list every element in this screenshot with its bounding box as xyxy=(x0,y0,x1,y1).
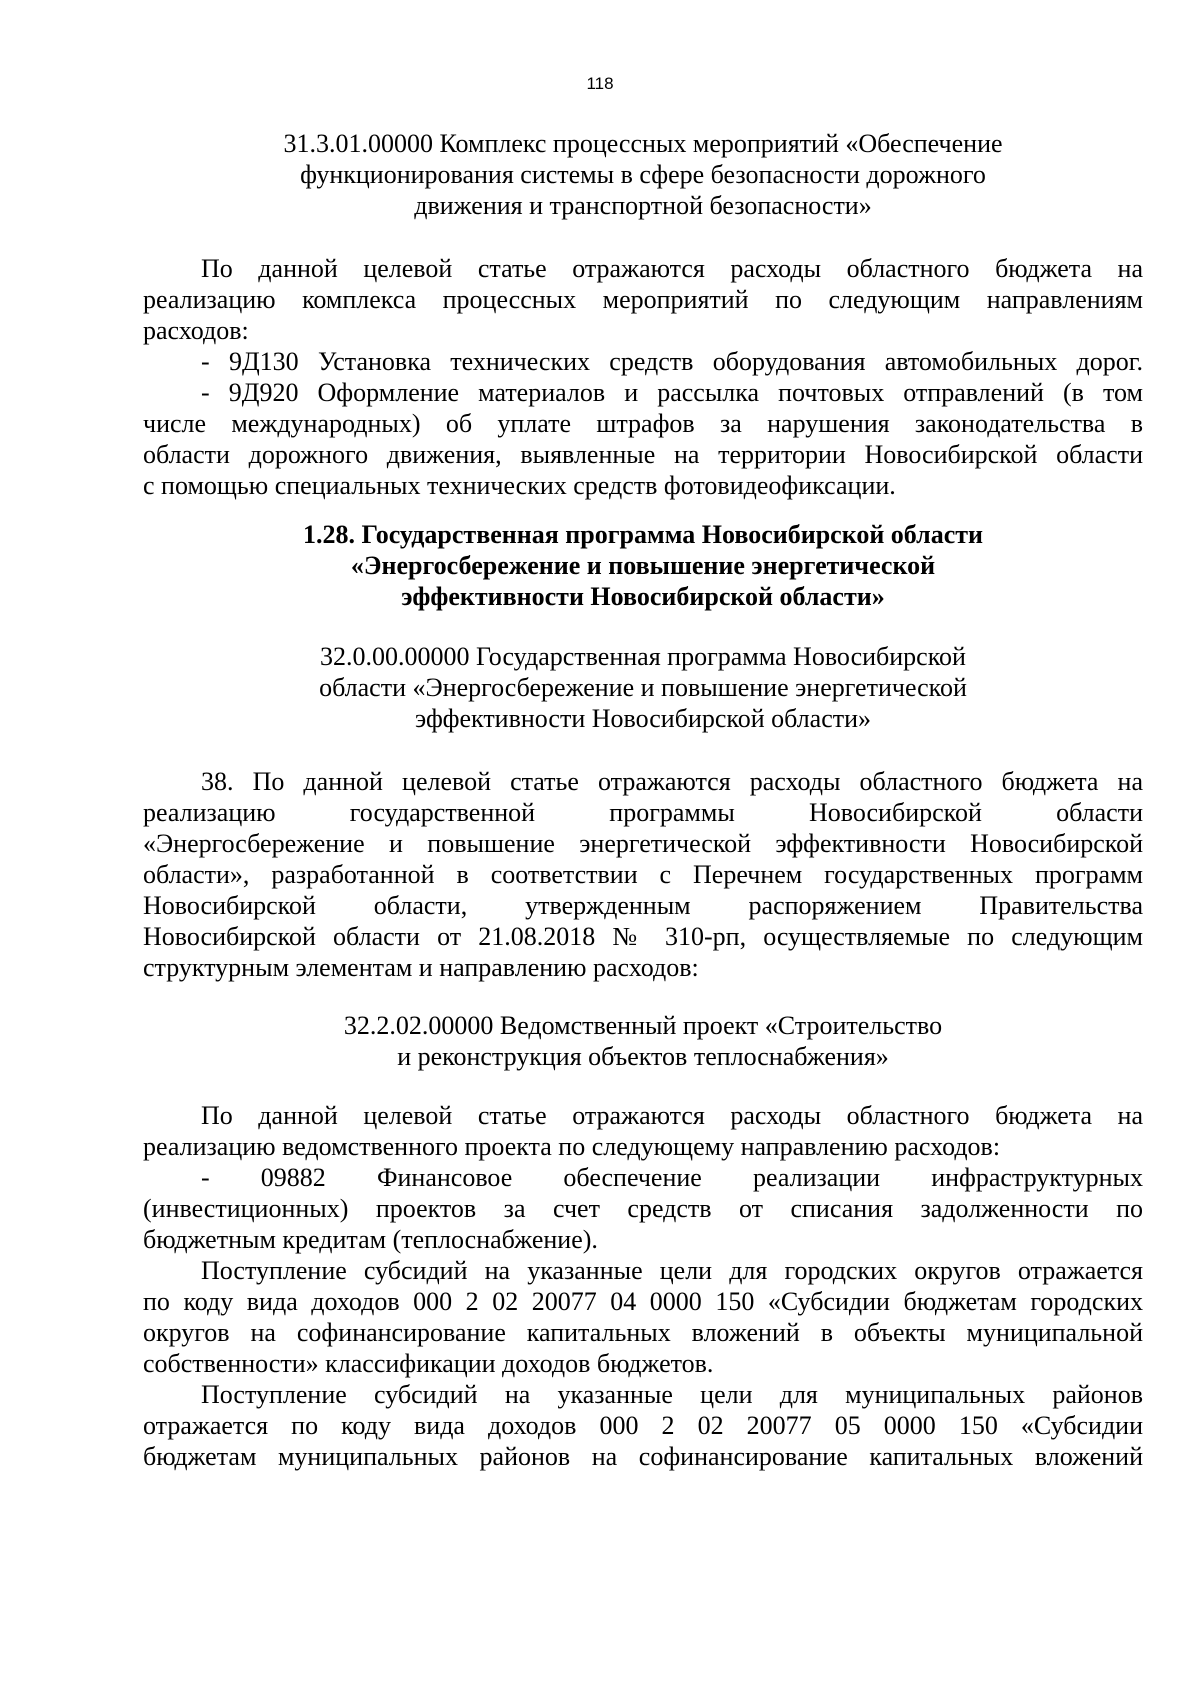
text-line: По данной целевой статье отражаются расходы областного бюджета на xyxy=(201,1101,1143,1130)
subsection-heading-31-3-01 xyxy=(143,128,1143,221)
text-line: расходов: xyxy=(143,316,249,345)
list-item: - 9Д130 Установка технических средств оборудования автомобильных дорог. xyxy=(201,347,1143,376)
page-number: 118 xyxy=(586,74,614,93)
heading-line: 31.3.01.00000 Комплекс процессных мероприятий «Обеспечение xyxy=(283,129,1003,158)
heading-line: функционирования системы в сфере безопасности дорожного xyxy=(300,160,986,189)
text-line: бюджетным кредитам (теплоснабжение). xyxy=(143,1225,598,1254)
text-line: собственности» классификации доходов бюджетов. xyxy=(143,1349,714,1378)
text-line: числе международных) об уплате штрафов за нарушения законодательства в xyxy=(143,409,1143,438)
text-line: реализацию государственной программы Новосибирской области xyxy=(143,798,1143,827)
text-line: «Энергосбережение и повышение энергетической эффективности Новосибирской xyxy=(143,829,1143,858)
text-line: Поступление субсидий на указанные цели для муниципальных районов xyxy=(201,1380,1143,1409)
paragraph-31-3-01 xyxy=(143,253,1143,501)
text-line: области», разработанной в соответствии с Перечнем государственных программ xyxy=(143,860,1143,889)
heading-line: движения и транспортной безопасности» xyxy=(414,191,872,220)
heading-line: и реконструкция объектов теплоснабжения» xyxy=(397,1042,889,1071)
text-line: реализацию ведомственного проекта по следующему направлению расходов: xyxy=(143,1132,1001,1161)
text-line: бюджетам муниципальных районов на софинансирование капитальных вложений xyxy=(143,1442,1143,1471)
text-line: (инвестиционных) проектов за счет средств от списания задолженности по xyxy=(143,1194,1143,1223)
heading-line: эффективности Новосибирской области» xyxy=(401,582,885,611)
text-line: реализацию комплекса процессных мероприятий по следующим направлениям xyxy=(143,285,1143,314)
paragraph-32-0-00 xyxy=(143,766,1143,983)
subsection-heading-32-0-00 xyxy=(143,641,1143,734)
section-heading-1-28 xyxy=(143,519,1143,612)
paragraph-32-2-02 xyxy=(143,1100,1143,1472)
text-line: Новосибирской области от 21.08.2018 № 310-рп, осуществляемые по следующим xyxy=(143,922,1143,951)
text-line: с помощью специальных технических средств фотовидеофиксации. xyxy=(143,471,896,500)
text-line: по коду вида доходов 000 2 02 20077 04 0000 150 «Субсидии бюджетам городских xyxy=(143,1287,1143,1316)
list-item: - 09882 Финансовое обеспечение реализации инфраструктурных xyxy=(201,1163,1143,1192)
text-line: Новосибирской области, утвержденным распоряжением Правительства xyxy=(143,891,1143,920)
heading-line: «Энергосбережение и повышение энергетической xyxy=(350,551,936,580)
heading-line: эффективности Новосибирской области» xyxy=(414,704,872,733)
text-line: области дорожного движения, выявленные на территории Новосибирской области xyxy=(143,440,1143,469)
text-line: Поступление субсидий на указанные цели для городских округов отражается xyxy=(201,1256,1143,1285)
list-item: - 9Д920 Оформление материалов и рассылка почтовых отправлений (в том xyxy=(201,378,1143,407)
text-line: структурным элементам и направлению расходов: xyxy=(143,953,699,982)
text-line: округов на софинансирование капитальных вложений в объекты муниципальной xyxy=(143,1318,1143,1347)
heading-line: 32.2.02.00000 Ведомственный проект «Строительство xyxy=(343,1011,943,1040)
text-line: 38. По данной целевой статье отражаются расходы областного бюджета на xyxy=(201,767,1143,796)
heading-line: области «Энергосбережение и повышение энергетической xyxy=(319,673,967,702)
text-line: отражается по коду вида доходов 000 2 02 20077 05 0000 150 «Субсидии xyxy=(143,1411,1143,1440)
subsection-heading-32-2-02 xyxy=(143,1010,1143,1072)
heading-line: 32.0.00.00000 Государственная программа Новосибирской xyxy=(320,642,966,671)
heading-line: 1.28. Государственная программа Новосибирской области xyxy=(302,520,984,549)
text-line: По данной целевой статье отражаются расходы областного бюджета на xyxy=(201,254,1143,283)
